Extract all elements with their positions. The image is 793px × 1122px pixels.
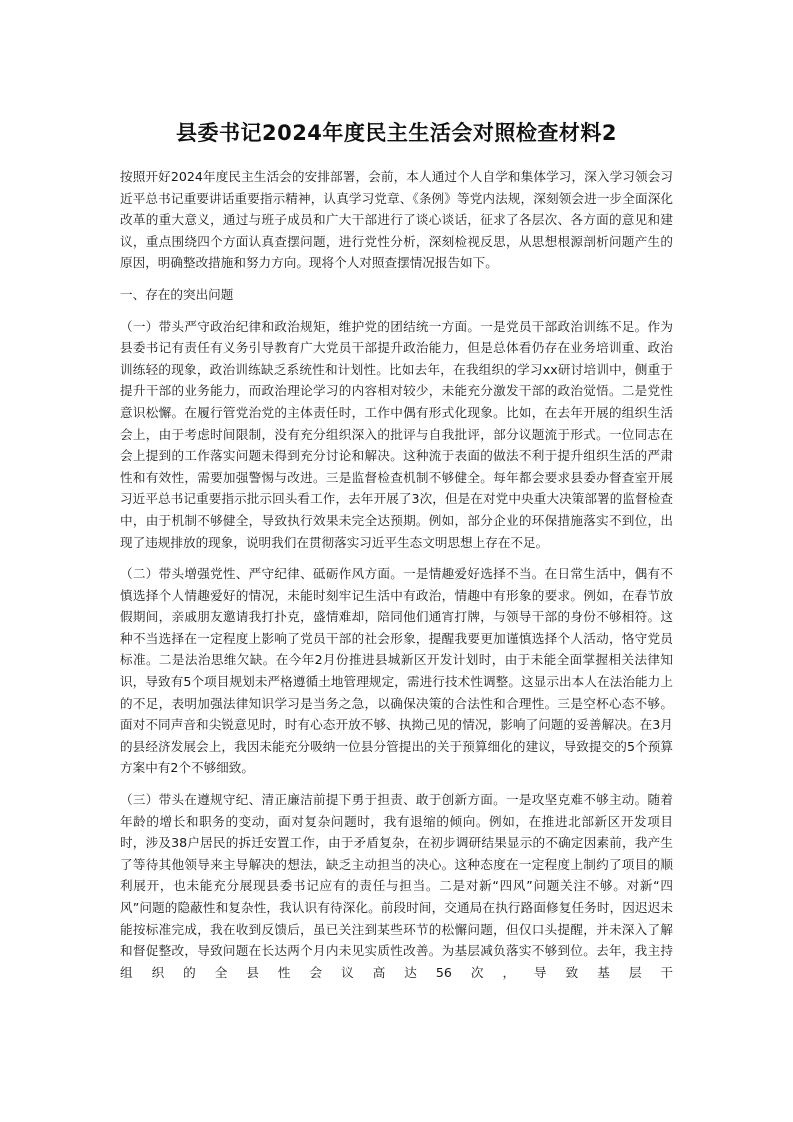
- intro-paragraph: 按照开好2024年度民主生活会的安排部署，会前，本人通过个人自学和集体学习，深入学习领会习近平总书记重要讲话重要指示精神，认真学习党章、《条例》等党内法规，深刻领会进一步全面深化改革的重大意义，通过与班子成员和广大干部进行了谈心谈话，征求了各层次、各方面的意见和建议，重点围绕四个方面认真查摆问题，进行党性分析，深刻检视反思，从思想根源剖析问题产生的原因，明确整改措施和努力方向。现将个人对照查摆情况报告如下。: [120, 169, 673, 271]
- section-heading: 一、存在的突出问题: [120, 286, 234, 302]
- document-title: 县委书记2024年度民主生活会对照检查材料2: [175, 121, 618, 145]
- body-paragraph-1: （一）带头严守政治纪律和政治规矩，维护党的团结统一方面。一是党员干部政治训练不足。作为县委书记有责任有义务引导教育广大党员干部提升政治能力，但是总体看仍存在业务培训重、政治训练轻的现象，政治训练缺乏系统性和计划性。比如去年，在我组织的学习xx研讨培训中，侧重于提升干部的业务能力，而政治理论学习的内容相对较少，未能充分激发干部的政治觉悟。二是党性意识松懈。在履行管党治党的主体责任时，工作中偶有形式化现象。比如，在去年开展的组织生活会上，由于考虑时间限制，没有充分组织深入的批评与自我批评，部分议题流于形式。一位同志在会上提到的工作落实问题未得到充分讨论和解决。这种流于表面的做法不利于提升组织生活的严肃性和有效性，需要加强警惕与改进。三是监督检查机制不够健全。每年都会要求县委办督查室开展习近平总书记重要指示批示回头看工作，去年开展了3次，但是在对党中央重大决策部署的监督检查中，由于机制不够健全，导致执行效果未完全达预期。例如，部分企业的环保措施落实不到位，出现了违规排放的现象，说明我们在贯彻落实习近平生态文明思想上存在不足。: [120, 318, 673, 550]
- body-paragraph-2: （二）带头增强党性、严守纪律、砥砺作风方面。一是情趣爱好选择不当。在日常生活中，偶有不慎选择个人情趣爱好的情况，未能时刻牢记生活中有政治，情趣中有形象的要求。例如，在春节放假期间，亲戚朋友邀请我打扑克，盛情难却，陪同他们通宵打牌，与领导干部的身份不够相符。这种不当选择在一定程度上影响了党员干部的社会形象，提醒我要更加谨慎选择个人活动，恪守党员标准。二是法治思维欠缺。在今年2月份推进县城新区开发计划时，由于未能全面掌握相关法律知识，导致有5个项目规划未严格遵循土地管理规定，需进行技术性调整。这显示出本人在法治能力上的不足，表明加强法律知识学习是当务之急，以确保决策的合法性和合理性。三是空杯心态不够。面对不同声音和尖锐意见时，时有心态开放不够、执拗己见的情况，影响了问题的妥善解决。在3月的县经济发展会上，我因未能充分吸纳一位县分管提出的关于预算细化的建议，导致提交的5个预算方案中有2个不够细致。: [120, 566, 673, 776]
- body-paragraph-3: （三）带头在遵规守纪、清正廉洁前提下勇于担责、敢于创新方面。一是攻坚克难不够主动。随着年龄的增长和职务的变动，面对复杂问题时，我有退缩的倾向。例如，在推进北部新区开发项目时，涉及38户居民的拆迁安置工作，由于矛盾复杂，在初步调研结果显示的不确定因素前，我产生了等待其他领导来主导解决的想法，缺乏主动担当的决心。这种态度在一定程度上制约了项目的顺利展开，也未能充分展现县委书记应有的责任与担当。二是对新“四风”问题关注不够。对新“四风”问题的隐蔽性和复杂性，我认识有待深化。前段时间，交通局在执行路面修复任务时，因迟迟未能按标准完成，我在收到反馈后，虽已关注到某些环节的松懈问题，但仅口头提醒，并未深入了解和督促整改，导致问题在长达两个月内未见实质性改善。为基层减负落实不够到位。去年，我主持组织的全县性会议高达56次，导致基层干: [120, 792, 673, 980]
